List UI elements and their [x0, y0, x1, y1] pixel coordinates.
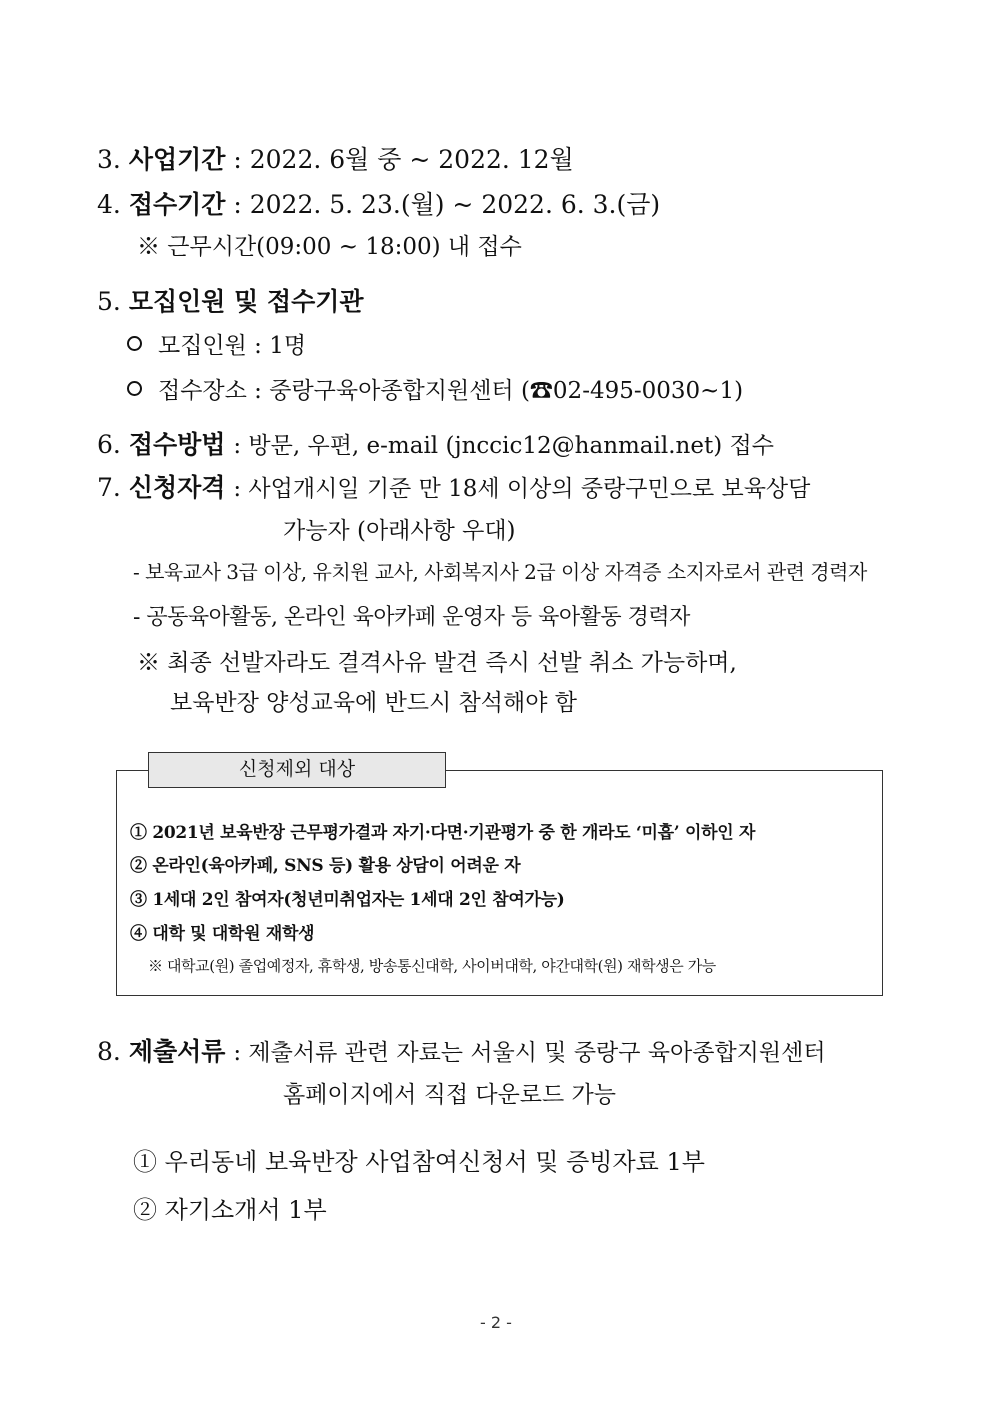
section-3 [97, 140, 574, 176]
section-label: 제출서류 [128, 1037, 226, 1066]
section-7-note: ※ 최종 선발자라도 결격사유 발견 즉시 선발 취소 가능하며, [137, 650, 737, 676]
section-number: 8. [97, 1037, 121, 1066]
exclusion-item: ③ 1세대 2인 참여자(청년미취업자는 1세대 2인 참여가능) [130, 890, 565, 910]
section-4-note: ※ 근무시간(09:00 ~ 18:00) 내 접수 [137, 234, 522, 260]
circle-bullet-icon [127, 336, 142, 351]
exclusion-item: ② 온라인(육아카페, SNS 등) 활용 상담이 어려운 자 [130, 856, 521, 876]
section-number: 4. [97, 190, 121, 219]
section-8 [97, 1032, 826, 1068]
section-7-note-cont: 보육반장 양성교육에 반드시 참석해야 함 [170, 690, 577, 716]
section-7 [97, 468, 810, 504]
section-8-value-cont: 홈페이지에서 직접 다운로드 가능 [283, 1082, 616, 1108]
section-6 [97, 425, 774, 461]
section-value: : 제출서류 관련 자료는 서울시 및 중랑구 육아종합지원센터 [233, 1040, 826, 1066]
section-4 [97, 185, 660, 221]
exclusion-note: ※ 대학교(원) 졸업예정자, 휴학생, 방송통신대학, 사이버대학, 야간대학(원) 재학생은 가능 [148, 957, 716, 975]
exclusion-item: ① 2021년 보육반장 근무평가결과 자기·다면·기관평가 중 한 개라도 ‘미흡’ 이하인 자 [130, 823, 756, 843]
section-label: 모집인원 및 접수기관 [128, 287, 364, 316]
section-7-value-cont: 가능자 (아래사항 우대) [283, 518, 516, 544]
section-number: 5. [97, 287, 121, 316]
page-number: - 2 - [480, 1313, 512, 1332]
section-number: 7. [97, 473, 121, 502]
section-5 [97, 282, 364, 318]
section-label: 사업기간 [128, 145, 226, 174]
exclusion-title: 신청제외 대상 [148, 752, 446, 788]
section-value: : 방문, 우편, e-mail (jnccic12@hanmail.net) 접수 [233, 433, 774, 459]
circle-bullet-icon [127, 381, 142, 396]
list-item: 접수장소 : 중랑구육아종합지원센터 (☎02-495-0030~1) [127, 372, 743, 405]
section-value: : 사업개시일 기준 만 18세 이상의 중랑구민으로 보육상담 [233, 476, 811, 502]
section-label: 접수방법 [128, 430, 226, 459]
section-value: : 2022. 6월 중 ~ 2022. 12월 [233, 145, 574, 174]
exclusion-item: ④ 대학 및 대학원 재학생 [130, 924, 315, 944]
section-number: 3. [97, 145, 121, 174]
list-item: - 공동육아활동, 온라인 육아카페 운영자 등 육아활동 경력자 [133, 605, 690, 630]
list-item: 모집인원 : 1명 [127, 327, 306, 360]
section-label: 접수기간 [128, 190, 226, 219]
section-value: : 2022. 5. 23.(월) ~ 2022. 6. 3.(금) [233, 190, 661, 219]
section-label: 신청자격 [128, 473, 226, 502]
list-item: - 보육교사 3급 이상, 유치원 교사, 사회복지사 2급 이상 자격증 소지자로서 관련 경력자 [133, 560, 867, 584]
section-number: 6. [97, 430, 121, 459]
list-item: ① 우리동네 보육반장 사업참여신청서 및 증빙자료 1부 [133, 1148, 705, 1176]
list-item: ② 자기소개서 1부 [133, 1196, 327, 1224]
